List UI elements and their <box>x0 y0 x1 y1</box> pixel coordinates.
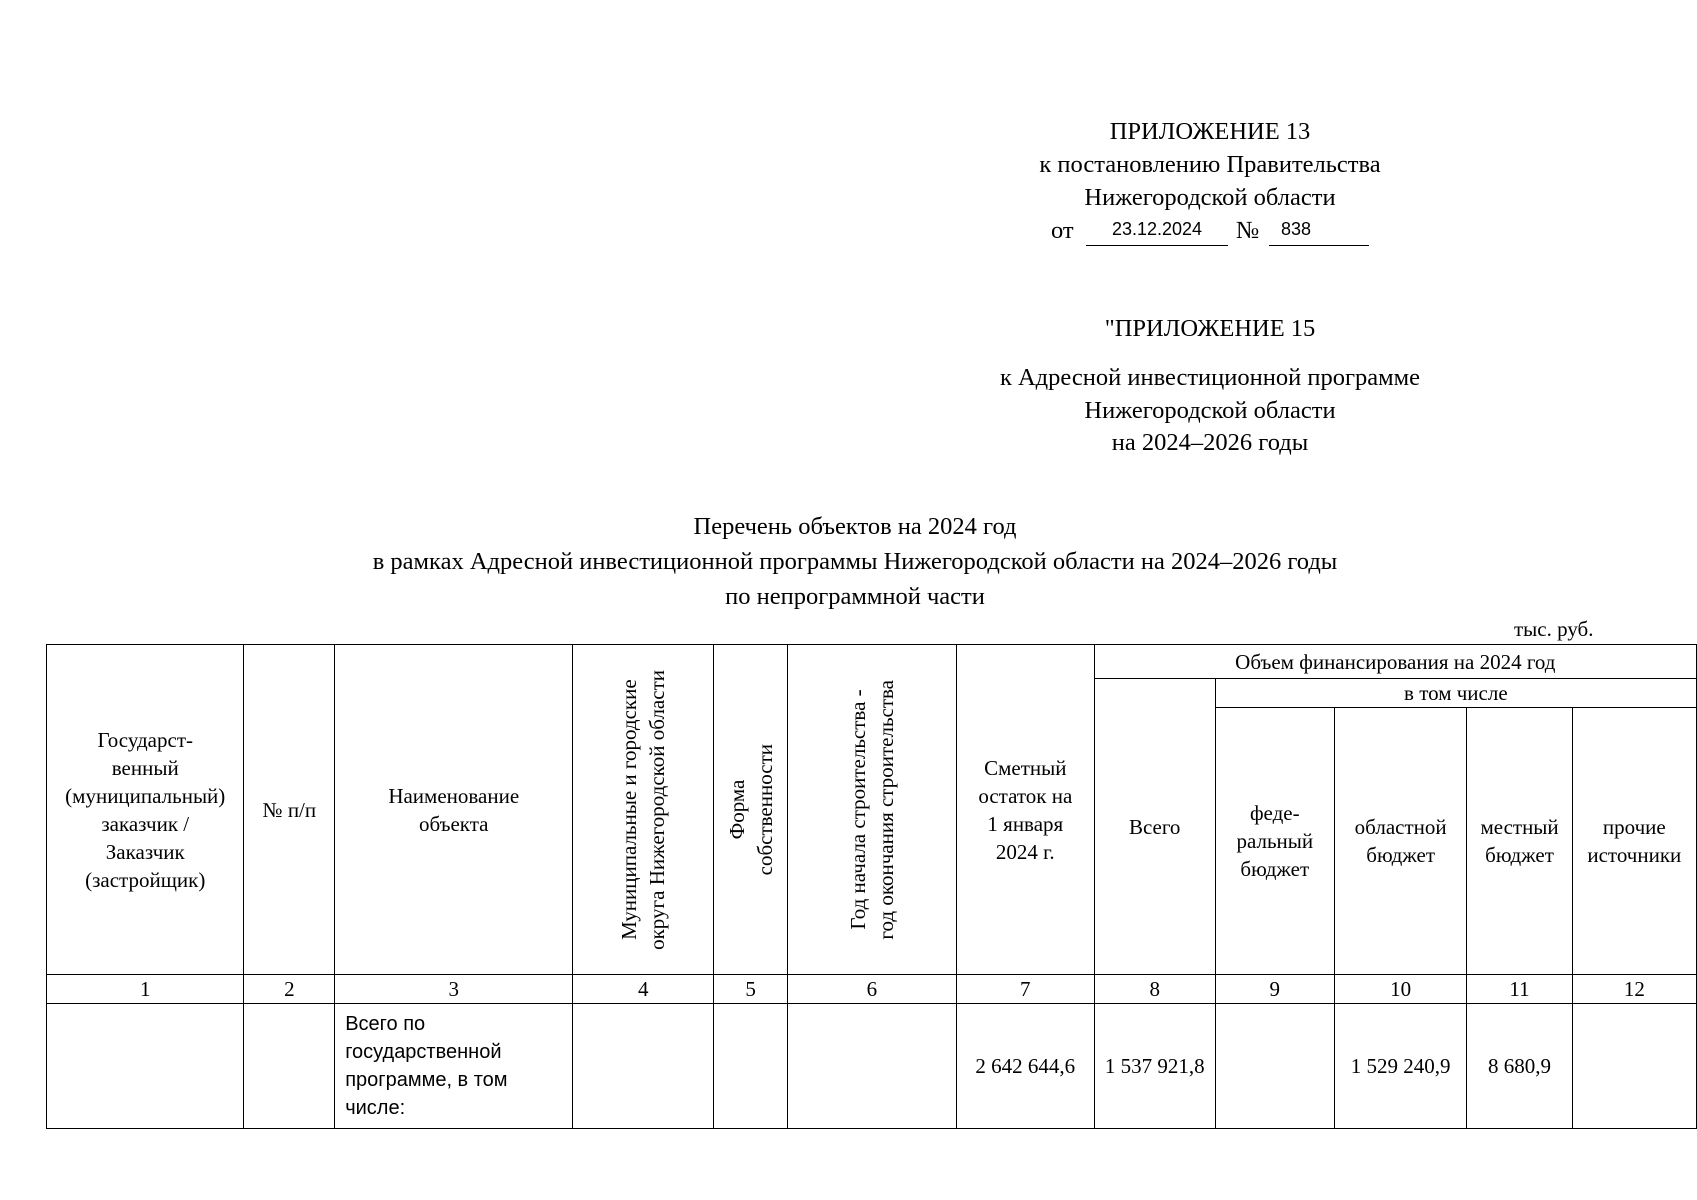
header-years-text: Год начала строительства - год окончания строительства <box>845 679 898 940</box>
appendix-subtitle: к постановлению Правительства <box>1039 151 1381 178</box>
number-field <box>1269 219 1369 246</box>
column-number-1: 1 <box>47 975 244 1004</box>
column-number-8: 8 <box>1094 975 1215 1004</box>
header-regional: областной бюджет <box>1334 708 1467 975</box>
header-estimate: Сметный остаток на 1 января 2024 г. <box>956 645 1094 975</box>
column-number-12: 12 <box>1572 975 1696 1004</box>
cell-estimate: 2 642 644,6 <box>956 1004 1094 1129</box>
cell-object-name: Всего по государственной программе, в том числе: <box>335 1004 573 1129</box>
cell-ownership <box>714 1004 788 1129</box>
column-number-11: 11 <box>1467 975 1572 1004</box>
header-object-name: Наименование объекта <box>335 645 573 975</box>
column-number-10: 10 <box>1334 975 1467 1004</box>
header-districts <box>573 645 714 975</box>
cell-other <box>1572 1004 1696 1129</box>
document-title-line2: в рамках Адресной инвестиционной программы Нижегородской области на 2024–2026 годы <box>372 548 1338 575</box>
column-numbers-row <box>47 975 1697 1004</box>
number-value: 838 <box>1281 219 1312 239</box>
cell-years <box>787 1004 956 1129</box>
date-field <box>1086 219 1228 246</box>
header-customer: Государст- венный (муниципальный) заказчик / Заказчик (застройщик) <box>47 645 244 975</box>
sub-appendix-line4: на 2024–2026 годы <box>1111 429 1309 456</box>
number-prefix-label: № <box>1236 217 1260 244</box>
appendix-title: ПРИЛОЖЕНИЕ 13 <box>1109 118 1311 145</box>
document-title-line3: по непрограммной части <box>725 583 985 610</box>
column-number-3: 3 <box>335 975 573 1004</box>
sub-appendix-line2: к Адресной инвестиционной программе <box>999 364 1421 391</box>
sub-appendix-title: "ПРИЛОЖЕНИЕ 15 <box>1104 315 1316 342</box>
table-row <box>47 1004 1697 1129</box>
appendix-region: Нижегородской области <box>1084 184 1336 211</box>
header-total: Всего <box>1094 679 1215 975</box>
header-other: прочие источники <box>1572 708 1696 975</box>
header-including: в том числе <box>1215 679 1696 708</box>
cell-number <box>244 1004 335 1129</box>
header-years <box>787 645 956 975</box>
header-ownership <box>714 645 788 975</box>
cell-regional: 1 529 240,9 <box>1334 1004 1467 1129</box>
column-number-2: 2 <box>244 975 335 1004</box>
investment-objects-table <box>46 644 1697 1129</box>
header-funding-group: Объем финансирования на 2024 год <box>1094 645 1696 679</box>
document-title-line1: Перечень объектов на 2024 год <box>693 513 1017 540</box>
cell-local: 8 680,9 <box>1467 1004 1572 1129</box>
cell-federal <box>1215 1004 1334 1129</box>
units-label: тыс. руб. <box>1514 617 1594 641</box>
header-number: № п/п <box>244 645 335 975</box>
header-federal: феде- ральный бюджет <box>1215 708 1334 975</box>
header-districts-text: Муниципальные и городские округа Нижегородской области <box>617 669 670 950</box>
column-number-6: 6 <box>787 975 956 1004</box>
date-value: 23.12.2024 <box>1111 219 1203 239</box>
column-number-9: 9 <box>1215 975 1334 1004</box>
date-prefix-label: от <box>1051 217 1074 244</box>
header-local: местный бюджет <box>1467 708 1572 975</box>
cell-customer <box>47 1004 244 1129</box>
header-ownership-text: Форма собственности <box>724 743 777 876</box>
sub-appendix-line3: Нижегородской области <box>1084 397 1336 424</box>
column-number-4: 4 <box>573 975 714 1004</box>
cell-districts <box>573 1004 714 1129</box>
column-number-7: 7 <box>956 975 1094 1004</box>
column-number-5: 5 <box>714 975 788 1004</box>
cell-total: 1 537 921,8 <box>1094 1004 1215 1129</box>
